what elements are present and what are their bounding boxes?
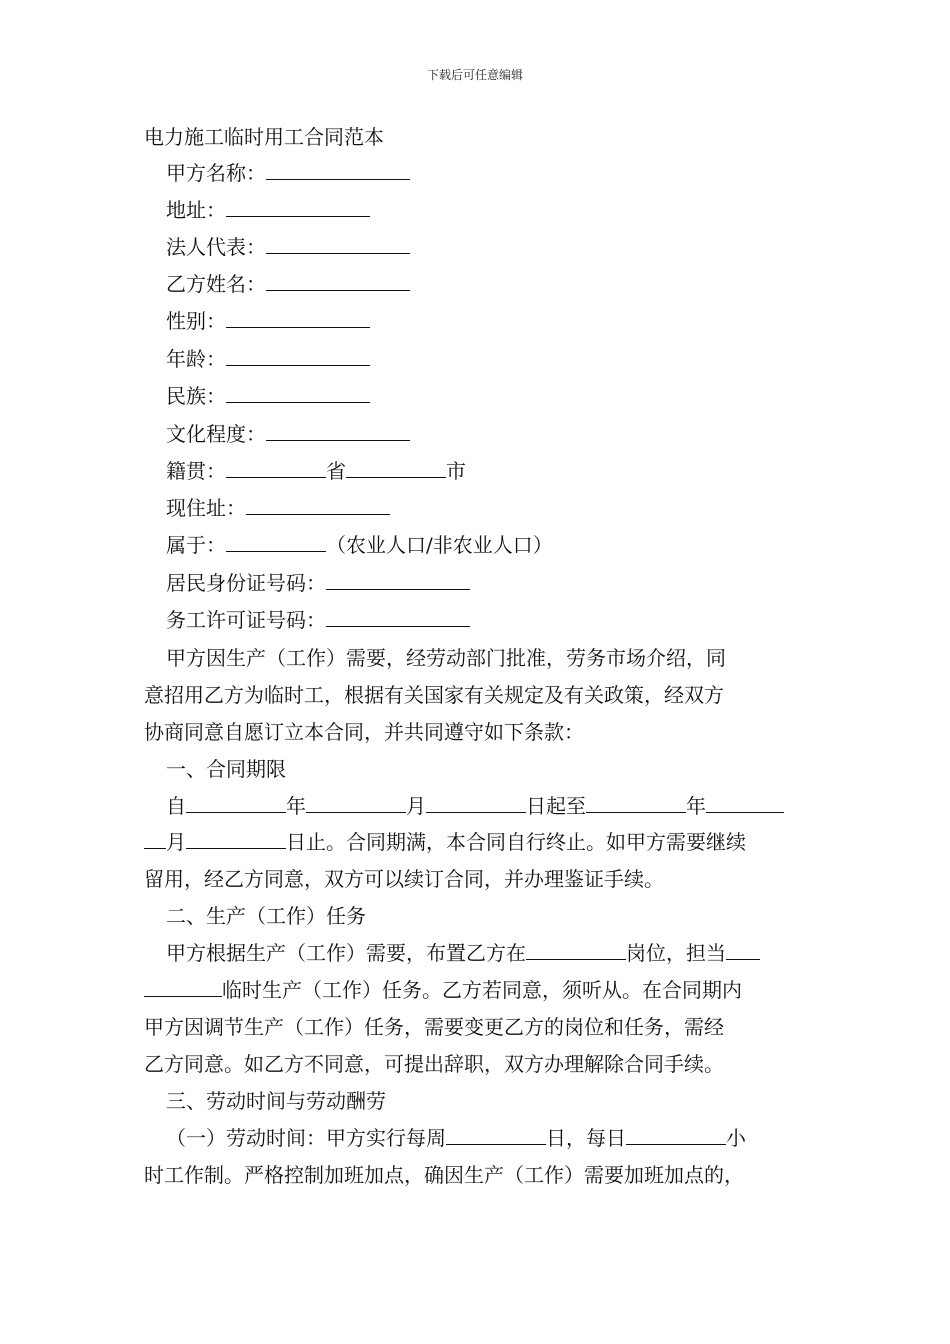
field-gender [166, 308, 370, 334]
blank-line [226, 459, 326, 478]
field-label: 乙方姓名： [166, 272, 266, 296]
text-segment: 临时生产（工作）任务。乙方若同意，须听从。在合同期内 [222, 978, 742, 1002]
field-current-address [166, 495, 390, 521]
intro-line: 甲方因生产（工作）需要，经劳动部门批准，劳务市场介绍，同 [166, 646, 726, 670]
blank-line [726, 941, 760, 960]
field-party-b-name [166, 271, 410, 297]
text-segment: 月 [166, 830, 186, 854]
field-label: 法人代表： [166, 235, 266, 259]
blank-line [186, 794, 286, 813]
task-line: 乙方同意。如乙方不同意，可提出辞职，双方办理解除合同手续。 [144, 1052, 724, 1076]
blank-line [586, 794, 686, 813]
blank-line [266, 235, 410, 254]
blank-line [186, 830, 286, 849]
task-line: 甲方因调节生产（工作）任务，需要变更乙方的岗位和任务，需经 [144, 1015, 724, 1039]
contract-term-line [144, 829, 746, 855]
blank-line [526, 941, 626, 960]
text-segment: 日起至 [526, 794, 586, 818]
document-title: 电力施工临时用工合同范本 [144, 125, 384, 149]
text-segment: 月 [406, 794, 426, 818]
text-segment: 岗位，担当 [626, 941, 726, 965]
blank-line [446, 1126, 546, 1145]
task-line [166, 940, 760, 966]
belongs-options: （农业人口/非农业人口） [326, 533, 553, 557]
text-segment: 甲方根据生产（工作）需要，布置乙方在 [166, 941, 526, 965]
blank-line [144, 830, 166, 849]
text-segment: 年 [686, 794, 706, 818]
field-legal-rep [166, 234, 410, 260]
blank-line [266, 422, 410, 441]
blank-line [326, 608, 470, 627]
field-label: 性别： [166, 309, 226, 333]
blank-line [346, 459, 446, 478]
text-segment: 日止。合同期满，本合同自行终止。如甲方需要继续 [286, 830, 746, 854]
section-heading: 三、劳动时间与劳动酬劳 [166, 1089, 386, 1113]
field-id-number [166, 570, 470, 596]
text-segment: （一）劳动时间：甲方实行每周 [166, 1126, 446, 1150]
text-segment: 年 [286, 794, 306, 818]
blank-line [226, 309, 370, 328]
blank-line [246, 496, 390, 515]
blank-line [266, 161, 410, 180]
field-label: 甲方名称： [166, 161, 266, 185]
field-address [166, 197, 370, 223]
section-heading: 一、合同期限 [166, 757, 286, 781]
blank-line [226, 198, 370, 217]
work-hours-line [166, 1125, 746, 1151]
field-label: 属于： [166, 533, 226, 557]
field-party-a-name [166, 160, 410, 186]
field-label: 年龄： [166, 347, 226, 371]
blank-line [226, 533, 326, 552]
field-origin [166, 458, 466, 484]
header-note: 下载后可任意编辑 [426, 68, 523, 82]
field-age [166, 346, 370, 372]
field-label: 地址： [166, 198, 226, 222]
contract-term-line: 留用，经乙方同意，双方可以续订合同，并办理鉴证手续。 [144, 867, 664, 891]
blank-line [706, 794, 784, 813]
field-education [166, 421, 410, 447]
blank-line [266, 272, 410, 291]
field-ethnicity [166, 383, 370, 409]
intro-line: 协商同意自愿订立本合同，并共同遵守如下条款： [144, 720, 584, 744]
field-label: 文化程度： [166, 422, 266, 446]
contract-term-line [166, 793, 784, 819]
field-label: 现住址： [166, 496, 246, 520]
city-label: 市 [446, 459, 466, 483]
field-label: 务工许可证号码： [166, 608, 326, 632]
text-segment: 小 [726, 1126, 746, 1150]
blank-line [626, 1126, 726, 1145]
text-segment: 日，每日 [546, 1126, 626, 1150]
field-belongs [166, 532, 553, 558]
intro-line: 意招用乙方为临时工，根据有关国家有关规定及有关政策，经双方 [144, 683, 724, 707]
blank-line [226, 384, 370, 403]
text-segment: 自 [166, 794, 186, 818]
section-heading: 二、生产（工作）任务 [166, 904, 366, 928]
province-label: 省 [326, 459, 346, 483]
field-label: 民族： [166, 384, 226, 408]
field-label: 居民身份证号码： [166, 571, 326, 595]
work-hours-line: 时工作制。严格控制加班加点，确因生产（工作）需要加班加点的， [144, 1163, 744, 1187]
blank-line [326, 571, 470, 590]
blank-line [226, 347, 370, 366]
blank-line [426, 794, 526, 813]
field-label: 籍贯： [166, 459, 226, 483]
field-work-permit [166, 607, 470, 633]
blank-line [144, 978, 222, 997]
task-line [144, 977, 742, 1003]
blank-line [306, 794, 406, 813]
